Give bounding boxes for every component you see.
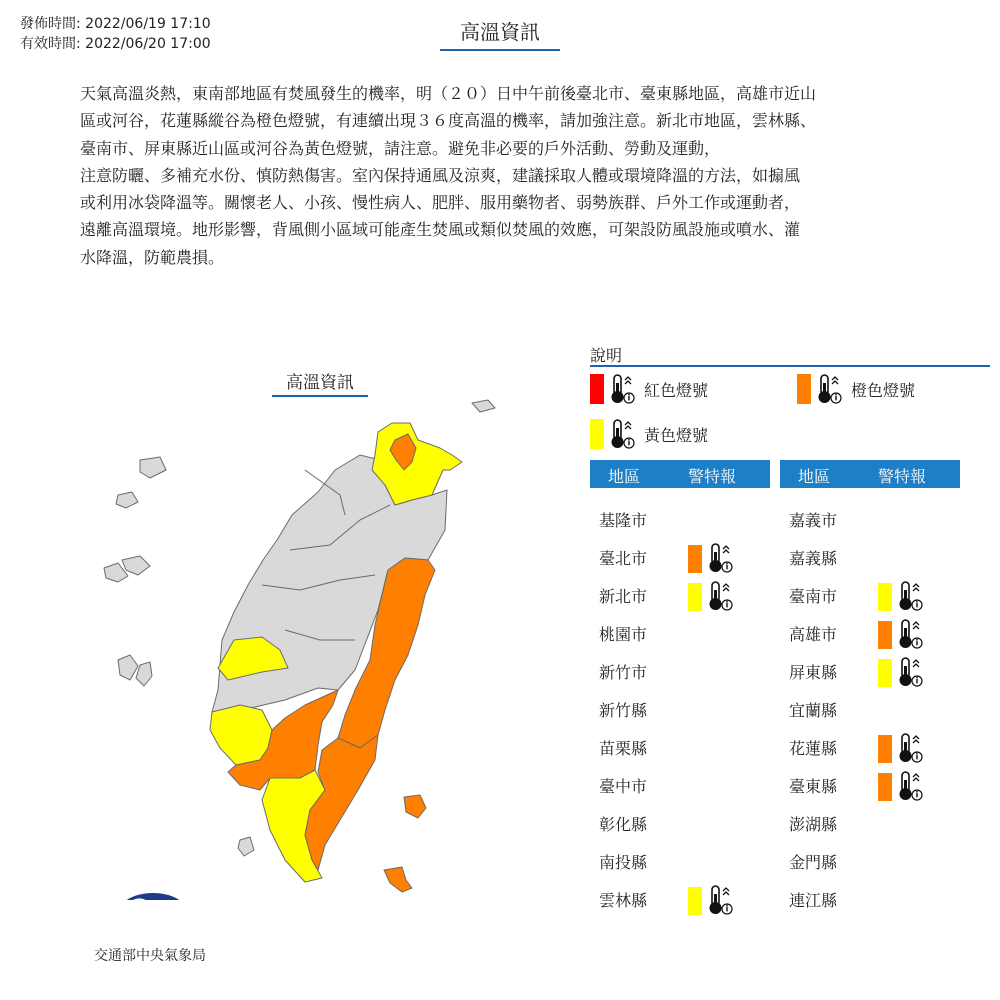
- table-row: [590, 842, 770, 878]
- issue-time: 發佈時間: 2022/06/19 17:10: [20, 16, 211, 32]
- region-orchid-island: [384, 867, 412, 892]
- region-name: 金門縣: [789, 853, 838, 872]
- region-green-island: [404, 795, 426, 818]
- table-row: [590, 690, 770, 726]
- region-name: 宜蘭縣: [789, 701, 838, 720]
- table-row: [590, 538, 770, 574]
- region-name: 屏東縣: [789, 663, 838, 682]
- orange-flag: [878, 735, 892, 763]
- table-row: [590, 614, 770, 650]
- region-name: 雲林縣: [599, 891, 648, 910]
- table-row: [590, 576, 770, 612]
- taiwan-map: [90, 360, 510, 900]
- thermometer-icon: [896, 580, 924, 612]
- red-swatch: [590, 374, 604, 404]
- region-penghu: [118, 655, 138, 680]
- orange-flag: [878, 621, 892, 649]
- region-name: 彰化縣: [599, 815, 648, 834]
- bulletin-line: 遠離高溫環境。地形影響，背風側小區域可能產生焚風或類似焚風的效應，可架設防風設施或噴水、灌: [80, 220, 801, 240]
- region-name: 嘉義市: [789, 511, 838, 530]
- thermometer-icon: [896, 618, 924, 650]
- region-name: 連江縣: [789, 891, 838, 910]
- table-row: [780, 880, 960, 916]
- bulletin-text: [80, 80, 920, 271]
- region-matsu: [472, 400, 495, 412]
- region-name: 南投縣: [599, 853, 648, 872]
- bulletin-line: 水降溫，防範農損。: [80, 247, 225, 267]
- table-row: [590, 652, 770, 688]
- region-name: 臺東縣: [789, 777, 838, 796]
- region-name: 新竹市: [599, 663, 648, 682]
- region-matsu: [238, 837, 254, 856]
- thermometer-icon: [896, 732, 924, 764]
- table-row: [780, 538, 960, 574]
- table-row: [590, 728, 770, 764]
- thermometer-icon: [896, 656, 924, 688]
- orange-flag: [878, 773, 892, 801]
- yellow-flag: [878, 659, 892, 687]
- thermometer-icon: [608, 373, 636, 405]
- table-row: [780, 842, 960, 878]
- col-region: 地區: [608, 467, 641, 486]
- region-name: 澎湖縣: [789, 815, 838, 834]
- orange-swatch: [797, 374, 811, 404]
- page-title: 高溫資訊: [440, 16, 560, 51]
- region-name: 臺中市: [599, 777, 648, 796]
- table-row: [780, 576, 960, 612]
- region-penghu: [136, 662, 152, 686]
- col-region: 地區: [798, 467, 831, 486]
- col-warning: 警特報: [878, 467, 927, 486]
- thermometer-icon: [706, 884, 734, 916]
- legend-yellow: [590, 418, 708, 450]
- table-row: [780, 500, 960, 536]
- region-name: 花蓮縣: [789, 739, 838, 758]
- region-matsu: [140, 457, 166, 478]
- table-row: [780, 728, 960, 764]
- yellow-flag: [688, 583, 702, 611]
- legend-red: [590, 373, 708, 405]
- table-row: [780, 652, 960, 688]
- thermometer-icon: [608, 418, 636, 450]
- table-row: [780, 614, 960, 650]
- legend-label: 橙色燈號: [851, 380, 916, 400]
- orange-flag: [688, 545, 702, 573]
- region-name: 新北市: [599, 587, 648, 606]
- region-name: 桃園市: [599, 625, 648, 644]
- table-header-right: [780, 460, 960, 488]
- region-name: 基隆市: [599, 511, 648, 530]
- bulletin-line: 或利用冰袋降溫等。關懷老人、小孩、慢性病人、肥胖、服用藥物者、弱勢族群、戶外工作或運動者，: [80, 193, 801, 213]
- region-name: 苗栗縣: [599, 739, 648, 758]
- table-row: [780, 690, 960, 726]
- yellow-flag: [878, 583, 892, 611]
- thermometer-icon: [706, 542, 734, 574]
- table-row: [780, 766, 960, 802]
- legend-label: 黃色燈號: [644, 425, 709, 445]
- agency-logo: [117, 893, 189, 900]
- thermometer-icon: [815, 373, 843, 405]
- bulletin-line: 注意防曬、多補充水份、慎防熱傷害。室內保持通風及涼爽，建議採取人體或環境降溫的方法，如搧風: [80, 165, 801, 185]
- bulletin-line: 臺南市、屏東縣近山區或河谷為黃色燈號，請注意。避免非必要的戶外活動、勞動及運動，: [80, 138, 721, 158]
- agency-name: 交通部中央氣象局: [94, 948, 206, 964]
- legend-orange: [797, 373, 915, 405]
- table-row: [590, 880, 770, 916]
- table-row: [780, 804, 960, 840]
- table-header-left: [590, 460, 770, 488]
- thermometer-icon: [706, 580, 734, 612]
- legend-label: 紅色燈號: [644, 380, 709, 400]
- yellow-flag: [688, 887, 702, 915]
- table-row: [590, 500, 770, 536]
- yellow-swatch: [590, 419, 604, 449]
- bulletin-line: 區或河谷，花蓮縣縱谷為橙色燈號，有連續出現３６度高溫的機率，請加強注意。新北市地區，雲林縣、: [80, 111, 817, 131]
- table-row: [590, 804, 770, 840]
- legend-divider: [590, 365, 990, 367]
- region-matsu: [116, 492, 138, 508]
- bulletin-line: 天氣高溫炎熱，東南部地區有焚風發生的機率，明（２０）日中午前後臺北市、臺東縣地區，高雄市近山: [80, 84, 817, 103]
- legend-heading: 說明: [590, 346, 623, 365]
- region-name: 嘉義縣: [789, 549, 838, 568]
- table-row: [590, 766, 770, 802]
- region-name: 新竹縣: [599, 701, 648, 720]
- region-name: 臺北市: [599, 549, 648, 568]
- valid-time: 有效時間: 2022/06/20 17:00: [20, 36, 211, 52]
- region-kinmen: [122, 556, 150, 575]
- region-name: 臺南市: [789, 587, 838, 606]
- col-warning: 警特報: [688, 467, 737, 486]
- region-name: 高雄市: [789, 625, 838, 644]
- map-title: 高溫資訊: [272, 368, 368, 397]
- thermometer-icon: [896, 770, 924, 802]
